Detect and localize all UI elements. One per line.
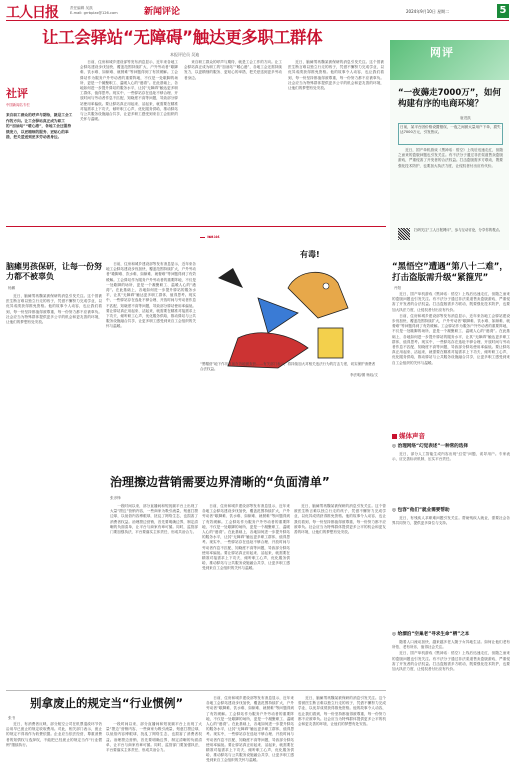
media-item3-body-text: 随着人口流动加快，越来越多老人随子女异地生活。如何让他们老有所依、老有所乐，值得社会关注。 [392,640,510,650]
net-comment-title: “一夜薅走7000万”，如何构建有序的电商环境？ [398,88,501,110]
net-comment-box [390,40,509,250]
article5-body-text-cont2: 日前，住房和城乡建设部等发布消息显示，近年来各地工会驿站建设步伐加快，覆盖范围持续扩大，户外劳动者“歇脚难、饮水难、如厕难、就餐难”等问题得到了有效缓解。工会驿站作为服务户外劳动者的重要阵地，不仅是一处歇脚的场所，更是一个凝聚职工、温暖人心的“港湾”。在此基础上，各地如何进一步提升驿站的服务水平，让其“无障碍”触达更多职工群体，值得思考。现实中，一些驿站存在选址不够合理、开放时间与劳动者作息不匹配、知晓度不高等问题，导致部分驿站使用率偏低。要让驿站真正用起来、活起来，就需要在精准对接需求上下功夫，倾听职工心声，优化服务供给，推动驿站与公共服务设施融合共享，让更多职工感受到来自工会组织的关怀与温暖。 [206,696,294,763]
article4-body-text-cont: 日前，住房和城乡建设部等发布消息显示，近年来各地工会驿站建设步伐加快，覆盖范围持续扩大，户外劳动者“歇脚难、饮水难、如厕难、就餐难”等问题得到了有效缓解。工会驿站作为服务户外劳动者的重要阵地，不仅是一处歇脚的场所，更是一个凝聚职工、温暖人心的“港湾”。在此基础上，各地如何进一步提升驿站的服务水平，让其“无障碍”触达更多职工群体，值得思考。现实中，一些驿站存在选址不够合理、开放时间与劳动者作息不匹配、知晓度不高等问题，导致部分驿站使用率偏低。要让驿站真正用起来、活起来，就需要在精准对接需求上下功夫，倾听职工心声，优化服务供给，推动驿站与公共服务设施融合共享，让更多职工感受到来自工会组织的关怀与温暖。 [202,504,290,571]
issue-date: 2024年9月10日 星期二 [406,9,450,14]
net-comment-news-box [398,123,503,145]
qr-code-icon [398,228,410,240]
lead-byline: 本报评论员 吴迪 [170,52,200,57]
media-item2-body [392,516,510,566]
section-title: 新闻评论 [144,7,181,17]
cartoon-artist: 李法明/图 杨珏/文 [350,372,378,377]
article4-body-col2 [202,504,290,694]
email-line: E-mail: grrbplzx@126.com [70,10,118,15]
media-item1-title: ◎ 治理网络“幻觉表述”一种常的选择 [392,444,468,449]
cartoon-illustration [198,238,380,378]
article4-title: 治理擦边营销需要边界清晰的“负面清单” [110,475,330,489]
media-voice-tag [392,432,425,441]
article2-author: 杨鹏 [8,286,16,290]
article2-body-col2 [106,262,196,474]
editor-info [70,6,118,15]
article5-author: 张书 [8,716,16,720]
net-comment-body [398,148,503,224]
article4-body-text-cont2: 近日，脑瘫男孩魏某被保研的消息引发关注。这个曾被医生断言难以独立行走的孩子，凭借不懈努力完成学业，以优异成绩获得推免资格。他的故事令人动容，也让我们看到，每一份坚持都值得被尊重，每一份努力都不应被辜负。社会应当为特殊群体提供更多公平的机会和更友善的环境，让他们的梦想有处安放。 [294,504,386,535]
article4-body-text: 一段时间以来，部分直播间和短视频平台上出现了大量“擦边”营销内容，一些商家为吸引流量，刻意打擦边球，以低俗内容博眼球，扰乱了网络生态，也损害了消费者权益。治理擦边营销，首先要明确边界，制定清晰的负面清单，让平台与商家有章可循。同时，监管部门要加强执法，平台要落实主体责任，形成共治合力。 [110,504,198,535]
divider-line [6,226,386,227]
article3-body [392,292,510,424]
article2-body-text: 近日，脑瘫男孩魏某被保研的消息引发关注。这个曾被医生断言难以独立行走的孩子，凭借不懈努力完成学业，以优异成绩获得推免资格。他的故事令人动容，也让我们看到，每一份坚持都值得被尊重，每一份努力都不应被辜负。社会应当为特殊群体提供更多公平的机会和更友善的环境，让他们的梦想有处安放。 [6,294,102,325]
article5-body-text-cont: 一段时间以来，部分直播间和短视频平台上出现了大量“擦边”营销内容，一些商家为吸引流量，刻意打擦边球，以低俗内容博眼球，扰乱了网络生态，也损害了消费者权益。治理擦边营销，首先要明确边界，制定清晰的负面清单，让平台与商家有章可循。同时，监管部门要加强执法，平台要落实主体责任，形成共治合力。 [106,722,202,753]
article4-body-col1 [110,504,198,694]
media-item3-body [392,640,510,740]
net-comment-label: 网评 [430,46,454,59]
lead-headline: 让工会驿站“无障碍”触达更多职工群体 [42,28,323,47]
net-comment-author: 唐进凯 [460,116,471,120]
editor-line: 责任编辑 吴凯 [70,6,93,10]
page-number: 5 [497,4,509,18]
lead-body-text-cont: 来自职工群众的呼声与期待，就是工会工作的方向。让工会驿站真正成为职工的“加油站”“暖心港”，各地工会还需持续发力，以更精细的服务、更贴心的举措，把关爱送到更多劳动者身边。 [184,60,282,80]
article5-body-col3 [206,696,294,763]
cartoon-caption-text: “黑帽营”地下作坊日前在各地被查获……有关部门表示，将持续加大对相关违法行为的打击力度，切实保护消费者合法权益。 [200,362,376,371]
package-shape [318,328,343,358]
media-item1-body-text: 近日，部分人工智能生成内容出现“幻觉”问题，误导用户。专家表示，应完善标识机制，压实平台责任。 [392,452,510,462]
article5-body-text-cont3: 近日，脑瘫男孩魏某被保研的消息引发关注。这个曾被医生断言难以独立行走的孩子，凭借不懈努力完成学业，以优异成绩获得推免资格。他的故事令人动容，也让我们看到，每一份坚持都值得被尊重，每一份努力都不应被辜负。社会应当为特殊群体提供更多公平的机会和更友善的环境，让他们的梦想有处安放。 [298,696,386,727]
shecomment-column [6,87,74,140]
article2-body [6,294,102,474]
article5-body-text: 近日，有消费者反映，部分航空公司在机票退改环节仍沿用早已废止的规定收取费用。对此，相关部门表示，废止的规定不得再作为收费依据。企业应当依法经营，尊重消费者的知情权与选择权，不能把已经废止的规定当作“行业惯例”继续执行。 [6,722,102,747]
media-item2-body-text: 近日，有残疾人求职难问题引发关注。帮助残疾人就业，需要社会各界共同努力，提供更多岗位与支持。 [392,516,510,526]
divider-line-bottom [6,690,386,691]
bird-eye-shape [323,283,329,289]
lead-body-text-cont2: 近日，脑瘫男孩魏某被保研的消息引发关注。这个曾被医生断言难以独立行走的孩子，凭借不懈努力完成学业，以优异成绩获得推免资格。他的故事令人动容，也让我们看到，每一份坚持都值得被尊重，每一份努力都不应被辜负。社会应当为特殊群体提供更多公平的机会和更友善的环境，让他们的梦想有处安放。 [288,60,384,91]
cartoon-caption [200,362,378,378]
shecomment-subtitle: 中国新闻名专栏 [6,102,30,107]
media-item2-title: ◎ 包容“他们”就业需要帮助 [392,508,450,513]
lead-body-col1 [80,60,178,220]
article3-body-text-cont: 日前，住房和城乡建设部等发布消息显示，近年来各地工会驿站建设步伐加快，覆盖范围持续扩大，户外劳动者“歇脚难、饮水难、如厕难、就餐难”等问题得到了有效缓解。工会驿站作为服务户外劳动者的重要阵地，不仅是一处歇脚的场所，更是一个凝聚职工、温暖人心的“港湾”。在此基础上，各地如何进一步提升驿站的服务水平，让其“无障碍”触达更多职工群体，值得思考。现实中，一些驿站存在选址不够合理、开放时间与劳动者作息不匹配、知晓度不高等问题，导致部分驿站使用率偏低。要让驿站真正用起来、活起来，就需要在精准对接需求上下功夫，倾听职工心声，优化服务供给，推动驿站与公共服务设施融合共享，让更多职工感受到来自工会组织的关怀与温暖。 [392,313,510,365]
newspaper-logo: 工人日报 [6,5,58,21]
article3-body-text: 近日，国产单机游戏《黑神话：悟空》上线后迅速走红，但随之而来的盗版问题也引发关注。有不法分子通过非法渠道售卖盗版游戏，严重侵害了开发者的合法权益。打击盗版需多方联动，既要强化技术防护，也要加大执法力度，让侵权者付出应有代价。 [392,292,510,312]
media-item3-body-text-cont: 近日，国产单机游戏《黑神话：悟空》上线后迅速走红，但随之而来的盗版问题也引发关注。有不法分子通过非法渠道售卖盗版游戏，严重侵害了开发者的合法权益。打击盗版需多方联动，既要强化技术防护，也要加大执法力度，让侵权者付出应有代价。 [392,651,510,672]
article5-body-col2 [106,722,202,753]
article4-author: 张彦锋 [110,496,121,500]
net-comment-body-text: 近日，国产单机游戏《黑神话：悟空》上线后迅速走红，但随之而来的盗版问题也引发关注。有不法分子通过非法渠道售卖盗版游戏，严重侵害了开发者的合法权益。打击盗版需多方联动，既要强化技术防护，也要加大执法力度，让侵权者付出应有代价。 [398,148,503,168]
qr-code-text: 扫码关注“工人日报网评”，参与互动讨论，分享你的观点。 [414,228,503,232]
article2-body-text-cont: 日前，住房和城乡建设部等发布消息显示，近年来各地工会驿站建设步伐加快，覆盖范围持续扩大，户外劳动者“歇脚难、饮水难、如厕难、就餐难”等问题得到了有效缓解。工会驿站作为服务户外劳动者的重要阵地，不仅是一处歇脚的场所，更是一个凝聚职工、温暖人心的“港湾”。在此基础上，各地如何进一步提升驿站的服务水平，让其“无障碍”触达更多职工群体，值得思考。现实中，一些驿站存在选址不够合理、开放时间与劳动者作息不匹配、知晓度不高等问题，导致部分驿站使用率偏低。要让驿站真正用起来、活起来，就需要在精准对接需求上下功夫，倾听职工心声，优化服务供给，推动驿站与公共服务设施融合共享，让更多职工感受到来自工会组织的关怀与温暖。 [106,262,196,329]
article5-title: 别拿废止的规定当“行业惯例” [30,696,184,710]
lead-body-text: 日前，住房和城乡建设部等发布消息显示，近年来各地工会驿站建设步伐加快，覆盖范围持续扩大，户外劳动者“歇脚难、饮水难、如厕难、就餐难”等问题得到了有效缓解。工会驿站作为服务户外劳动者的重要阵地，不仅是一处歇脚的场所，更是一个凝聚职工、温暖人心的“港湾”。在此基础上，各地如何进一步提升驿站的服务水平，让其“无障碍”触达更多职工群体，值得思考。现实中，一些驿站存在选址不够合理、开放时间与劳动者作息不匹配、知晓度不高等问题，导致部分驿站使用率偏低。要让驿站真正用起来、活起来，就需要在精准对接需求上下功夫，倾听职工心声，优化服务供给，推动驿站与公共服务设施融合共享，让更多职工感受到来自工会组织的关怀与温暖。 [80,60,178,122]
article2-title: 脑瘫男孩保研，让每一份努力都不被辜负 [6,262,102,282]
lead-body-col2 [184,60,282,220]
cartoon-title: 有毒! [300,250,320,259]
article5-body-col4 [298,696,386,746]
media-item1-body [392,452,510,502]
media-voice-label: 媒体声音 [399,432,425,440]
media-item3-title: ◎ 给漂泊“空巢老”寻求生命“栖”之本 [392,632,470,637]
shecomment-logo: 社评 [6,87,28,100]
article4-body-col3 [294,504,386,694]
masthead [6,4,509,21]
article3-title: “黑悟空”遭遇“第八十二难”，打击盗版需升级“紧箍咒” [392,262,508,284]
tag-square-icon-2 [392,434,397,439]
article5-body-col1 [6,722,102,746]
lead-body-col3 [288,60,384,220]
net-comment-news-text: 日前，某平台因价格设置错误，一夜之间被大量用户下单，损失达7000万元，引发热议。 [400,125,501,134]
article3-author: 丹阳 [394,286,402,290]
shecomment-text: 来自职工群众的呼声与期待，就是工会工作的方向。让工会驿站真正成为职工的“加油站”“暖心港”，各地工会还需持续发力，以更精细的服务、更贴心的举措，把关爱送到更多劳动者身边。 [6,113,73,139]
